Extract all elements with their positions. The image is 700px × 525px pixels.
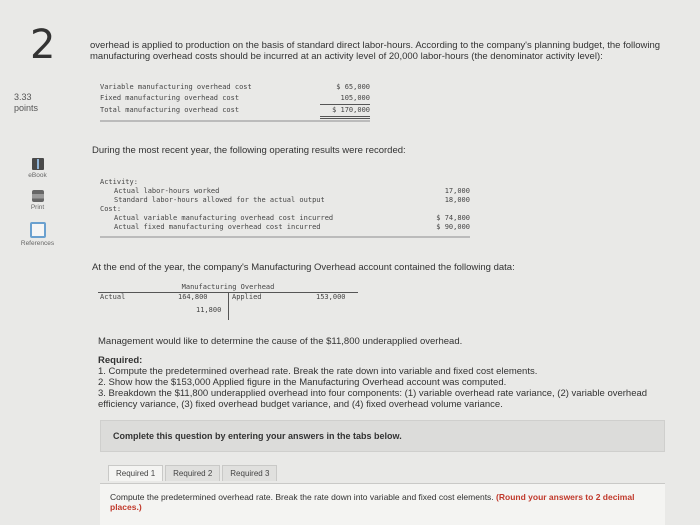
t-account-title: Manufacturing Overhead — [181, 283, 275, 291]
t-account — [98, 283, 358, 323]
budget-value: $ 170,000 — [320, 105, 370, 119]
standard-hours-value: 18,000 — [444, 196, 470, 204]
print-link[interactable] — [10, 190, 65, 211]
activity-label: Activity: — [100, 178, 138, 186]
actual-variable-label: Actual variable manufacturing overhead cost incurred — [114, 214, 334, 222]
tab-panel — [100, 483, 665, 525]
required-item: 3. Breakdown the $11,800 underapplied overhead into four components: (1) variable overhead rate variance, (2) variable overhead efficiency variance, (3) fixed overhead budget variance, and (4) fixed overhead volume variance. — [98, 388, 648, 410]
question-number: 2 — [30, 22, 56, 68]
results-intro: During the most recent year, the following operating results were recorded: — [92, 145, 406, 156]
t-account-applied-label: Applied — [232, 293, 262, 301]
points-label: 3.33 points — [14, 92, 39, 113]
t-account-actual-label: Actual — [100, 293, 126, 301]
required-heading: Required: — [98, 355, 143, 366]
ebook-link[interactable] — [10, 158, 65, 179]
required-section — [98, 355, 678, 410]
t-account-balance: 11,800 — [196, 306, 222, 314]
divider — [100, 236, 470, 238]
tab-required-2[interactable]: Required 2 — [165, 465, 220, 481]
t-account-credit: 153,000 — [316, 293, 346, 301]
tab-required-3[interactable]: Required 3 — [222, 465, 277, 481]
required-item: 2. Show how the $153,000 Applied figure in the Manufacturing Overhead account was computed. — [98, 377, 507, 388]
management-text: Management would like to determine the cause of the $11,800 underapplied overhead. — [98, 336, 463, 347]
actual-hours-value: 17,000 — [444, 187, 470, 195]
budget-label: Variable manufacturing overhead cost — [100, 83, 252, 91]
t-account-vbar — [228, 292, 229, 320]
intro-text: overhead is applied to production on the basis of standard direct labor-hours. According to the company's planning budget, the following manufacturing overhead costs should be incurred at an activity level of 20,000 labor-hours (the denominator activity level): — [90, 40, 661, 62]
overhead-intro: At the end of the year, the company's Manufacturing Overhead account contained the following data: — [92, 262, 515, 273]
required-item: 1. Compute the predetermined overhead rate. Break the rate down into variable and fixed cost elements. — [98, 366, 538, 377]
references-link[interactable] — [10, 222, 65, 247]
divider — [100, 120, 370, 122]
budget-row — [100, 82, 370, 93]
budget-table — [100, 82, 370, 119]
tab-required-1[interactable]: Required 1 — [108, 465, 163, 481]
actual-fixed-value: $ 90,000 — [436, 223, 470, 231]
budget-value: $ 65,000 — [336, 83, 370, 91]
panel-instruction: Compute the predetermined overhead rate. Break the rate down into variable and fixed cost elements. — [110, 492, 494, 502]
cost-label: Cost: — [100, 205, 122, 213]
answer-tabs — [108, 465, 279, 481]
standard-hours-label: Standard labor-hours allowed for the actual output — [114, 196, 325, 204]
actual-hours-label: Actual labor-hours worked — [114, 187, 220, 195]
budget-row — [100, 93, 370, 105]
panel-note: (Round your answers to 2 decimal places.) — [110, 492, 635, 512]
budget-label: Total manufacturing overhead cost — [100, 106, 240, 114]
budget-label: Fixed manufacturing overhead cost — [100, 94, 240, 102]
budget-value: 105,000 — [320, 93, 370, 105]
ebook-icon — [32, 158, 44, 170]
references-icon — [30, 222, 46, 238]
actual-fixed-label: Actual fixed manufacturing overhead cost incurred — [114, 223, 321, 231]
references-label: References — [20, 240, 55, 247]
complete-note: Complete this question by entering your answers in the tabs below. — [100, 420, 665, 452]
results-table — [100, 178, 470, 232]
actual-variable-value: $ 74,800 — [436, 214, 470, 222]
print-label: Print — [30, 204, 45, 211]
t-account-debit: 164,800 — [178, 293, 208, 301]
budget-row — [100, 105, 370, 119]
print-icon — [32, 190, 44, 202]
ebook-label: eBook — [28, 172, 47, 179]
